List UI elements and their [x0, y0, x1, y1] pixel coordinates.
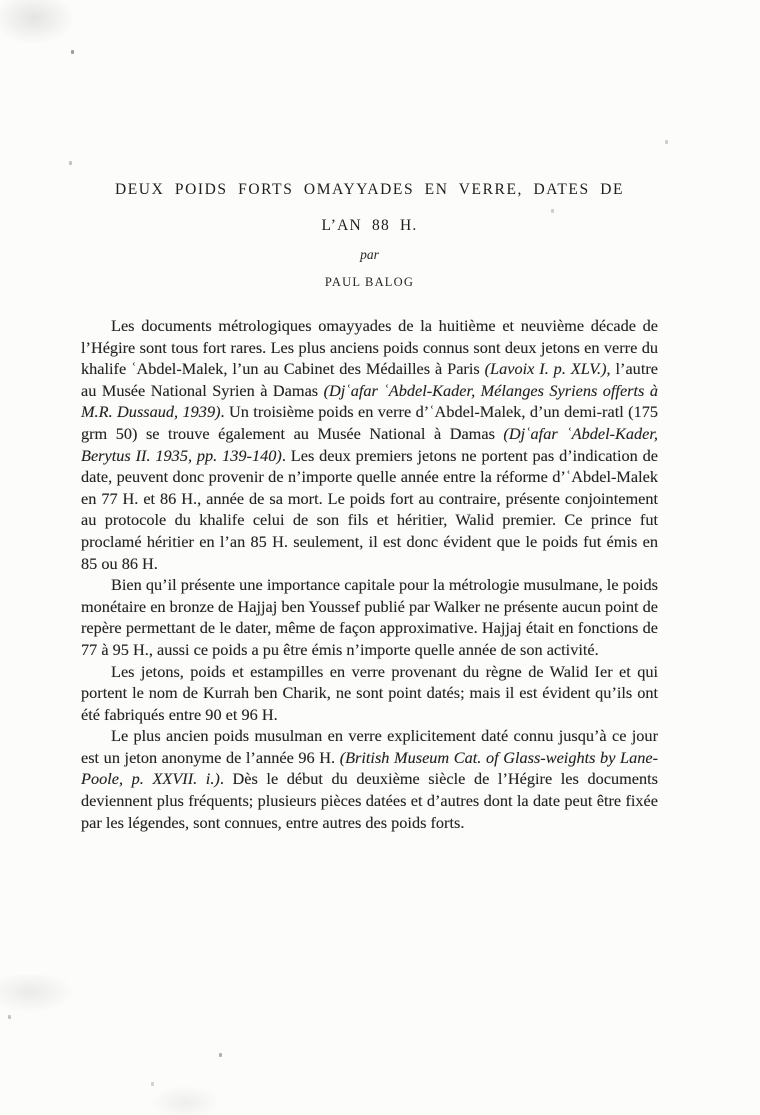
paragraph-2: Bien qu’il présente une importance capitale pour la métrologie musulmane, le poids monétaire en bronze de Hajjaj ben Youssef publié par Walker ne présente aucun point de repère permettant de le dater, même de façon approximative. Hajjaj était en fonctions de 77 à 95 H., aussi ce poids a pu être émis n’importe quelle année de son activité.	[81, 575, 658, 659]
byline-prefix: par	[360, 247, 379, 262]
scan-speck	[219, 1053, 222, 1057]
article-content	[81, 180, 658, 833]
scan-speck	[71, 50, 74, 54]
article-title-line2: L’AN 88 H.	[321, 217, 418, 234]
scan-smudge-top-left	[0, 0, 75, 45]
article-body	[81, 315, 658, 833]
paragraph-1: Les documents métrologiques omayyades de la huitième et neuvième décade de l’Hégire sont tous fort rares. Les plus anciens poids connus sont deux jetons en verre du khalife ʿAbdel-Malek, l’un au Cabinet des Médailles à Paris (Lavoix I. p. XLV.), l’autre au Musée National Syrien à Damas (Djʿafar ʿAbdel-Kader, Mélanges Syriens offerts à M.R. Dussaud, 1939). Un troisième poids en verre d’ʿAbdel-Malek, d’un demi-ratl (175 grm 50) se trouve également au Musée National à Damas (Djʿafar ʿAbdel-Kader, Berytus II. 1935, pp. 139-140). Les deux premiers jetons ne portent pas d’indication de date, peuvent donc provenir de n’importe quelle année entre la réforme d’ʿAbdel-Malek en 77 H. et 86 H., année de sa mort. Le poids fort au contraire, présente conjointement au protocole du khalife celui de son fils et héritier, Walid premier. Ce prince fut proclamé héritier en l’an 85 H. seulement, il est donc évident que le poids fut émis en 85 ou 86 H.	[81, 316, 659, 573]
scan-speck	[151, 1082, 154, 1086]
paragraph-4: Le plus ancien poids musulman en verre explicitement daté connu jusqu’à ce jour est un jeton anonyme de l’année 96 H. (British Museum Cat. of Glass-weights by Lane-Poole, p. XXVII. i.). Dès le début du deuxième siècle de l’Hégire les documents deviennent plus fréquents; plusieurs pièces datées et d’autres dont la date peut être fixée par les légendes, sont connues, entre autres des poids forts.	[81, 726, 658, 832]
article-title	[81, 180, 658, 236]
scan-speck	[69, 161, 72, 165]
scan-smudge-bottom-left-1	[0, 975, 75, 1013]
author-name: PAUL BALOG	[324, 275, 415, 289]
article-title-line1: DEUX POIDS FORTS OMAYYADES EN VERRE, DATES DE	[114, 181, 625, 198]
scan-speck	[665, 140, 668, 144]
scan-smudge-bottom-left-2	[150, 1085, 220, 1115]
paragraph-3: Les jetons, poids et estampilles en verre provenant du règne de Walid Ier et qui portent le nom de Kurrah ben Charik, ne sont point datés; mais il est évident qu’ils ont été fabriqués entre 90 et 96 H.	[81, 661, 658, 724]
scan-speck	[8, 1015, 11, 1019]
